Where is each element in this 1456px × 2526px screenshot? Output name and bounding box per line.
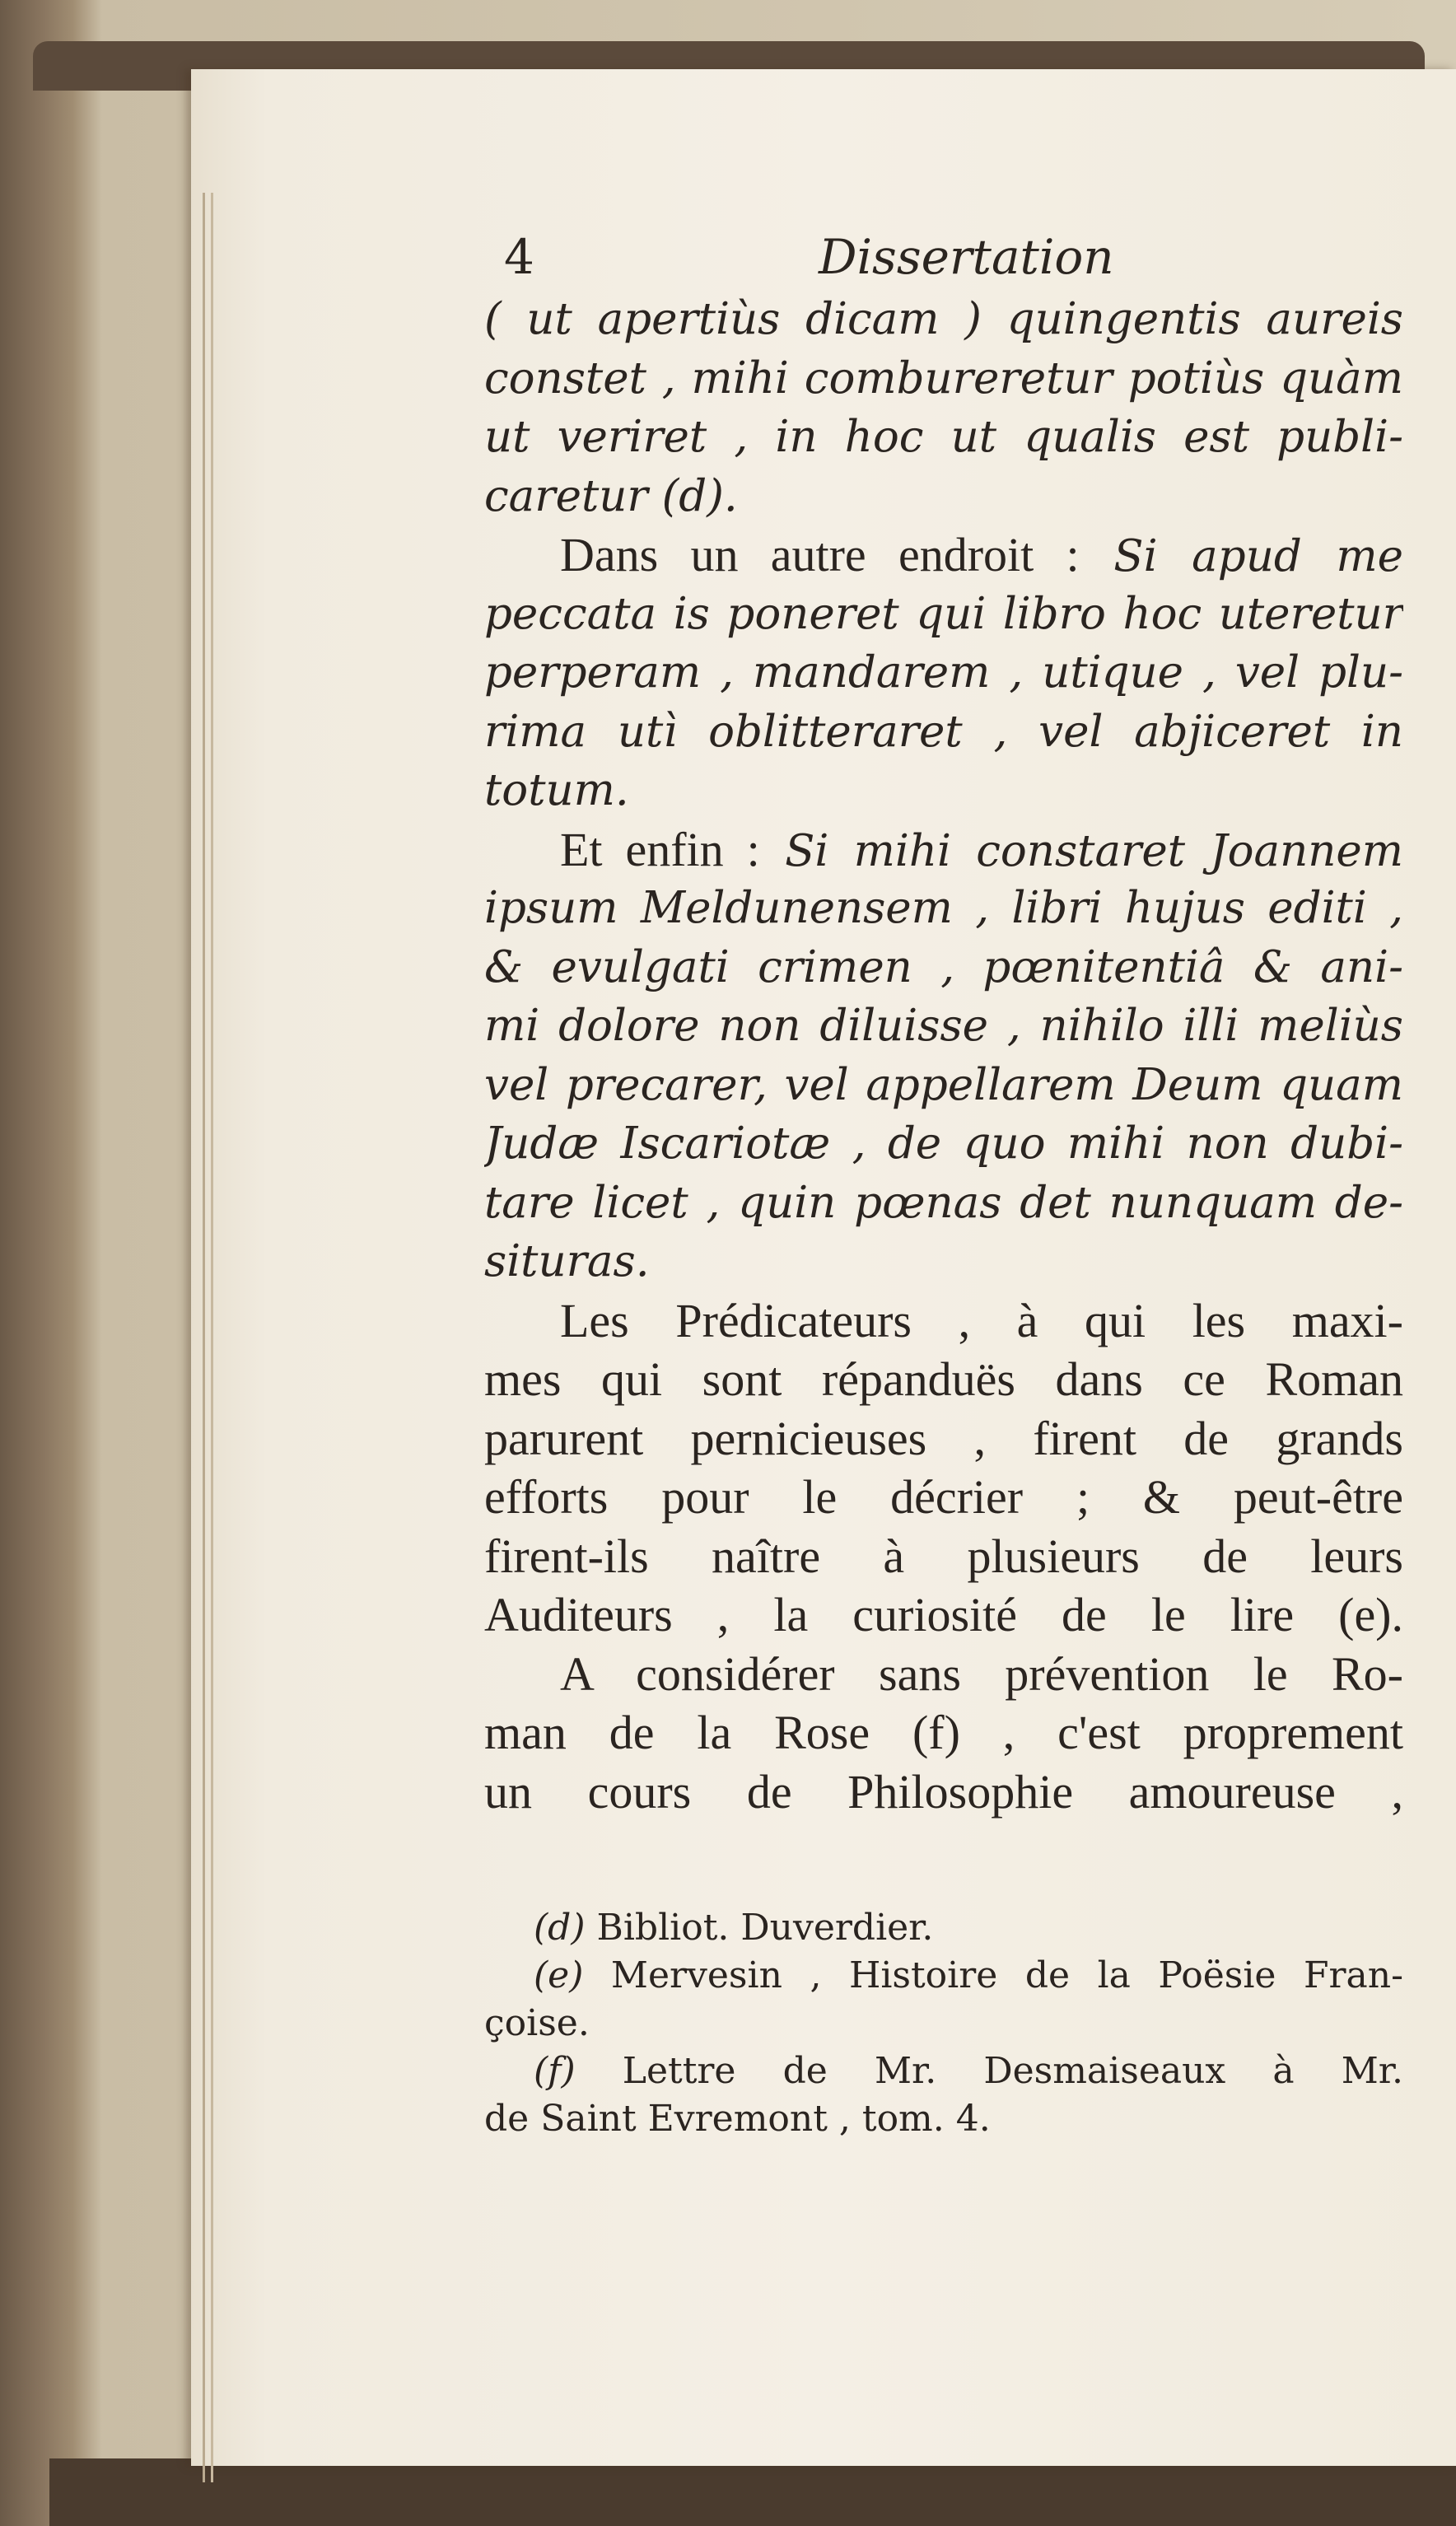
footnote-continuation: de Saint Evremont , tom. 4. — [484, 2098, 991, 2140]
latin-quote: Si apud me — [1113, 531, 1403, 581]
gutter-line — [203, 193, 205, 2482]
text-line: vel precarer, vel appellarem Deum quam — [484, 1059, 1403, 1110]
text-line: un cours de Philosophie amoureuse , — [484, 1764, 1403, 1819]
text-line: peccata is poneret qui libro hoc uteretur — [484, 588, 1403, 639]
text-line: totum. — [484, 765, 629, 815]
footnote-text: Lettre de Mr. Desmaiseaux à Mr. — [622, 2050, 1403, 2092]
text-line: ut veriret , in hoc ut qualis est publi- — [484, 412, 1403, 462]
text-line: Les Prédicateurs , à qui les maxi- — [560, 1293, 1403, 1347]
text-line: & evulgati crimen , pœnitentiâ & ani- — [484, 941, 1403, 992]
text-line — [484, 820, 1403, 880]
text-line: man de la Rose (f) , c'est proprement — [484, 1706, 1403, 1759]
text-line: perperam , mandarem , utique , vel plu- — [484, 647, 1403, 698]
text-line: A considérer sans prévention le Ro- — [560, 1646, 1403, 1701]
book-cover-bottom-edge — [49, 2458, 1456, 2526]
footnote-marker: (d) — [534, 1907, 586, 1949]
footnote-continuation: çoise. — [484, 2002, 590, 2044]
running-title: Dissertation — [819, 229, 1114, 285]
paragraph-intro: Et enfin : — [560, 822, 760, 876]
text-line: ( ut apertiùs dicam ) quingentis aureis — [484, 294, 1403, 344]
footnotes — [484, 1904, 1403, 2143]
footnote-f — [484, 2047, 1403, 2095]
text-line: parurent pernicieuses , firent de grands — [484, 1411, 1403, 1465]
text-line: Judæ Iscariotæ , de quo mihi non dubi- — [484, 1118, 1403, 1169]
text-line: ipsum Meldunensem , libri hujus editi , — [484, 883, 1403, 933]
text-line: mes qui sont répanduës dans ce Roman — [484, 1352, 1403, 1406]
gutter-line — [211, 193, 213, 2482]
page-header — [504, 224, 1410, 290]
text-line: constet , mihi combureretur potiùs quàm — [484, 353, 1403, 404]
footnote-marker: (e) — [534, 1954, 584, 1996]
footnote-marker: (f) — [534, 2050, 576, 2092]
latin-quote: Si mihi constaret Joannem — [785, 825, 1403, 876]
text-line: rima utì oblitteraret , vel abjiceret in — [484, 706, 1403, 757]
footnote-text: Bibliot. Duverdier. — [596, 1907, 934, 1949]
text-line: mi dolore non diluisse , nihilo illi meliùs — [484, 1001, 1403, 1051]
footnote-text: Mervesin , Histoire de la Poësie Fran- — [610, 1954, 1403, 1996]
footnote-e — [484, 1952, 1403, 2000]
footnote-d — [484, 1904, 1403, 1952]
text-line: firent-ils naître à plusieurs de leurs — [484, 1529, 1403, 1583]
text-line: situras. — [484, 1236, 650, 1286]
text-line: efforts pour le décrier ; & peut-être — [484, 1470, 1403, 1524]
text-line: caretur (d). — [484, 470, 738, 521]
main-text — [484, 290, 1403, 1821]
text-line — [484, 525, 1403, 585]
paragraph-intro: Dans un autre endroit : — [560, 528, 1080, 581]
text-line: Auditeurs , la curiosité de le lire (e). — [484, 1588, 1403, 1641]
page-number: 4 — [504, 229, 534, 285]
text-line: tare licet , quin pœnas det nunquam de- — [484, 1177, 1403, 1228]
